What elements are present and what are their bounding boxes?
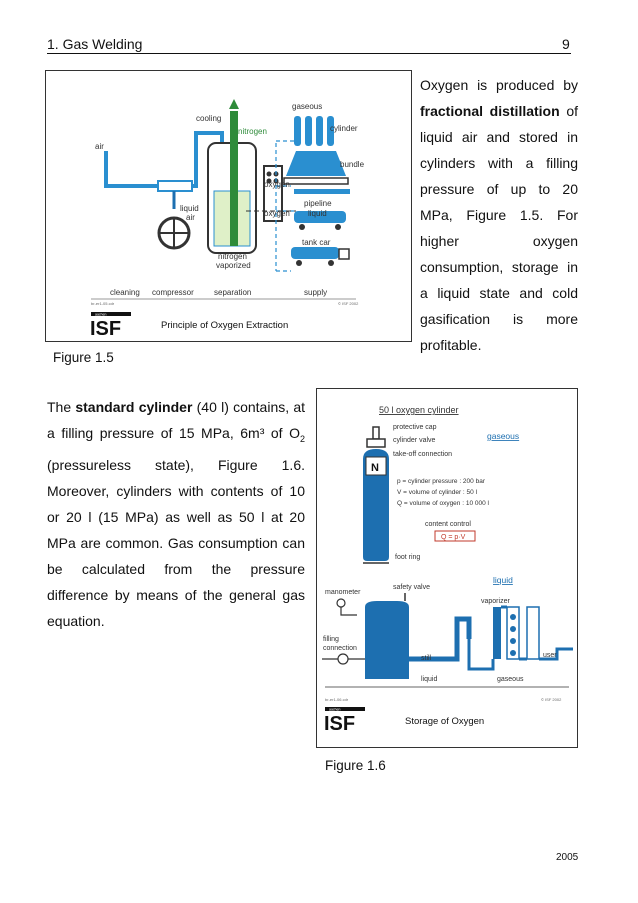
label-gaseous: gaseous bbox=[497, 676, 524, 683]
figure-1-6 bbox=[316, 388, 578, 748]
label-nitrogen-vaporized-1: nitrogen bbox=[218, 252, 247, 261]
label-oxygen-liquid: oxygen bbox=[264, 209, 290, 218]
label-gaseous-title: gaseous bbox=[487, 431, 520, 441]
cylinder-cap bbox=[373, 427, 379, 439]
isf-logo: ISF bbox=[90, 318, 122, 340]
label-air: air bbox=[95, 142, 104, 151]
figure-1-6-caption: Figure 1.6 bbox=[325, 758, 386, 773]
label-cooling: cooling bbox=[196, 114, 222, 123]
gas-cylinders bbox=[294, 116, 334, 146]
nitrogen-arrow-icon bbox=[229, 99, 239, 109]
label-cylinder-valve: cylinder valve bbox=[393, 437, 436, 444]
nitrogen-column bbox=[230, 111, 238, 246]
label-pressure: p = cylinder pressure : 200 bar bbox=[397, 478, 485, 485]
label-liquid: liquid bbox=[308, 209, 327, 218]
tank-dot-icon bbox=[267, 172, 272, 177]
label-liquid-title: liquid bbox=[493, 575, 513, 585]
label-cleaning: cleaning bbox=[110, 288, 140, 297]
label-liquid-air-2: air bbox=[186, 213, 195, 222]
label-foot-ring: foot ring bbox=[395, 554, 421, 561]
label-cylinder: cylinder bbox=[330, 124, 358, 133]
manometer-pipe bbox=[341, 607, 357, 615]
header-rule bbox=[47, 53, 571, 54]
footer-year: 2005 bbox=[556, 852, 579, 863]
label-still: still bbox=[421, 655, 432, 662]
manometer-icon bbox=[337, 599, 345, 607]
label-liquid: liquid bbox=[421, 676, 438, 683]
figure-1-6-title: Storage of Oxygen bbox=[405, 716, 485, 727]
paragraph-standard-cylinder bbox=[47, 394, 305, 634]
bundle-pallet bbox=[284, 178, 348, 184]
label-cylinder-title: 50 l oxygen cylinder bbox=[379, 405, 459, 415]
label-takeoff-connection: take-off connection bbox=[393, 451, 453, 458]
oxygen-storage-diagram bbox=[317, 389, 577, 747]
liquid-pipe bbox=[409, 619, 469, 659]
chapter-title: 1. Gas Welding bbox=[47, 36, 143, 52]
label-nitrogen: nitrogen bbox=[238, 127, 267, 136]
vaporizer-column-1 bbox=[493, 607, 501, 659]
para2-bold-term: standard cylinder bbox=[75, 399, 193, 415]
label-separation: separation bbox=[214, 288, 252, 297]
para2-text-3: (pressureless state), Figure 1.6. Moreover, cylinders with contents of 10 or 20 l (15 MPa) as well as 50 l at 20 MPa are common. Gas consumption can be calculated from the pressure difference by means of the general gas equation. bbox=[47, 456, 305, 629]
vaporizer-piping bbox=[469, 607, 573, 669]
label-supply: supply bbox=[304, 288, 328, 297]
tank-car-cab bbox=[339, 249, 349, 259]
vaporizer-column-3 bbox=[527, 607, 539, 659]
label-liquid-air-1: liquid bbox=[180, 204, 199, 213]
figure-1-5-caption: Figure 1.5 bbox=[53, 350, 114, 365]
para1-text-1: Oxygen is produced by bbox=[420, 77, 578, 93]
cylinder-bundle bbox=[286, 151, 346, 176]
label-user: user bbox=[543, 652, 557, 659]
liquid-tank bbox=[365, 601, 409, 679]
label-tank-car: tank car bbox=[302, 238, 331, 247]
figure-1-5 bbox=[45, 70, 412, 342]
label-filling-1: filling bbox=[323, 636, 339, 643]
paragraph-oxygen-production bbox=[420, 72, 578, 358]
pipeline bbox=[294, 189, 350, 194]
para2-subscript: 2 bbox=[299, 433, 305, 444]
label-pipeline: pipeline bbox=[304, 199, 332, 208]
label-oxygen-volume: Q = volume of oxygen : 10 000 l bbox=[397, 500, 489, 507]
label-vaporizer: vaporizer bbox=[481, 598, 510, 605]
para1-bold-term: fractional distillation bbox=[420, 103, 560, 119]
tank-car bbox=[291, 247, 339, 259]
isf-logo: ISF bbox=[324, 713, 356, 735]
label-filling-2: connection bbox=[323, 645, 357, 652]
cylinder-n-mark: N bbox=[371, 462, 379, 474]
copyright-code: © ISF 2002 bbox=[338, 301, 359, 306]
label-manometer: manometer bbox=[325, 589, 361, 596]
file-code: br-er1-05.cdr bbox=[91, 301, 115, 306]
label-protective-cap: protective cap bbox=[393, 424, 437, 431]
logo-aachen: aachen bbox=[329, 707, 341, 712]
label-bundle: bundle bbox=[340, 160, 365, 169]
oxygen-extraction-diagram bbox=[46, 71, 411, 341]
filter-unit bbox=[158, 181, 192, 191]
label-formula: Q = p·V bbox=[441, 534, 466, 541]
cylinder-valve-icon bbox=[367, 439, 385, 447]
label-compressor: compressor bbox=[152, 288, 194, 297]
label-nitrogen-vaporized-2: vaporized bbox=[216, 261, 251, 270]
logo-aachen: aachen bbox=[95, 312, 107, 317]
label-gaseous: gaseous bbox=[292, 102, 323, 111]
copyright-code: © ISF 2002 bbox=[541, 697, 562, 702]
label-safety-valve: safety valve bbox=[393, 584, 430, 591]
label-oxygen: oxygen bbox=[264, 180, 290, 189]
para1-text-2: of liquid air and stored in cylinders with a filling pressure of up to 20 MPa, Figure 1.5. For higher oxygen consumption, storage in a liquid state and cold gasification is more profitable. bbox=[420, 103, 578, 353]
filling-valve-icon bbox=[338, 654, 348, 664]
label-volume: V = volume of cylinder : 50 l bbox=[397, 489, 478, 496]
page-number: 9 bbox=[562, 36, 570, 52]
figure-1-5-title: Principle of Oxygen Extraction bbox=[161, 320, 289, 331]
file-code: br-er1-06.cdr bbox=[325, 697, 349, 702]
para2-text-1: The bbox=[47, 399, 76, 415]
para2-text-2: (40 l) contains, at a filling pressure of 15 MPa, 6m³ of O bbox=[47, 399, 306, 441]
label-content-control: content control bbox=[425, 521, 471, 528]
